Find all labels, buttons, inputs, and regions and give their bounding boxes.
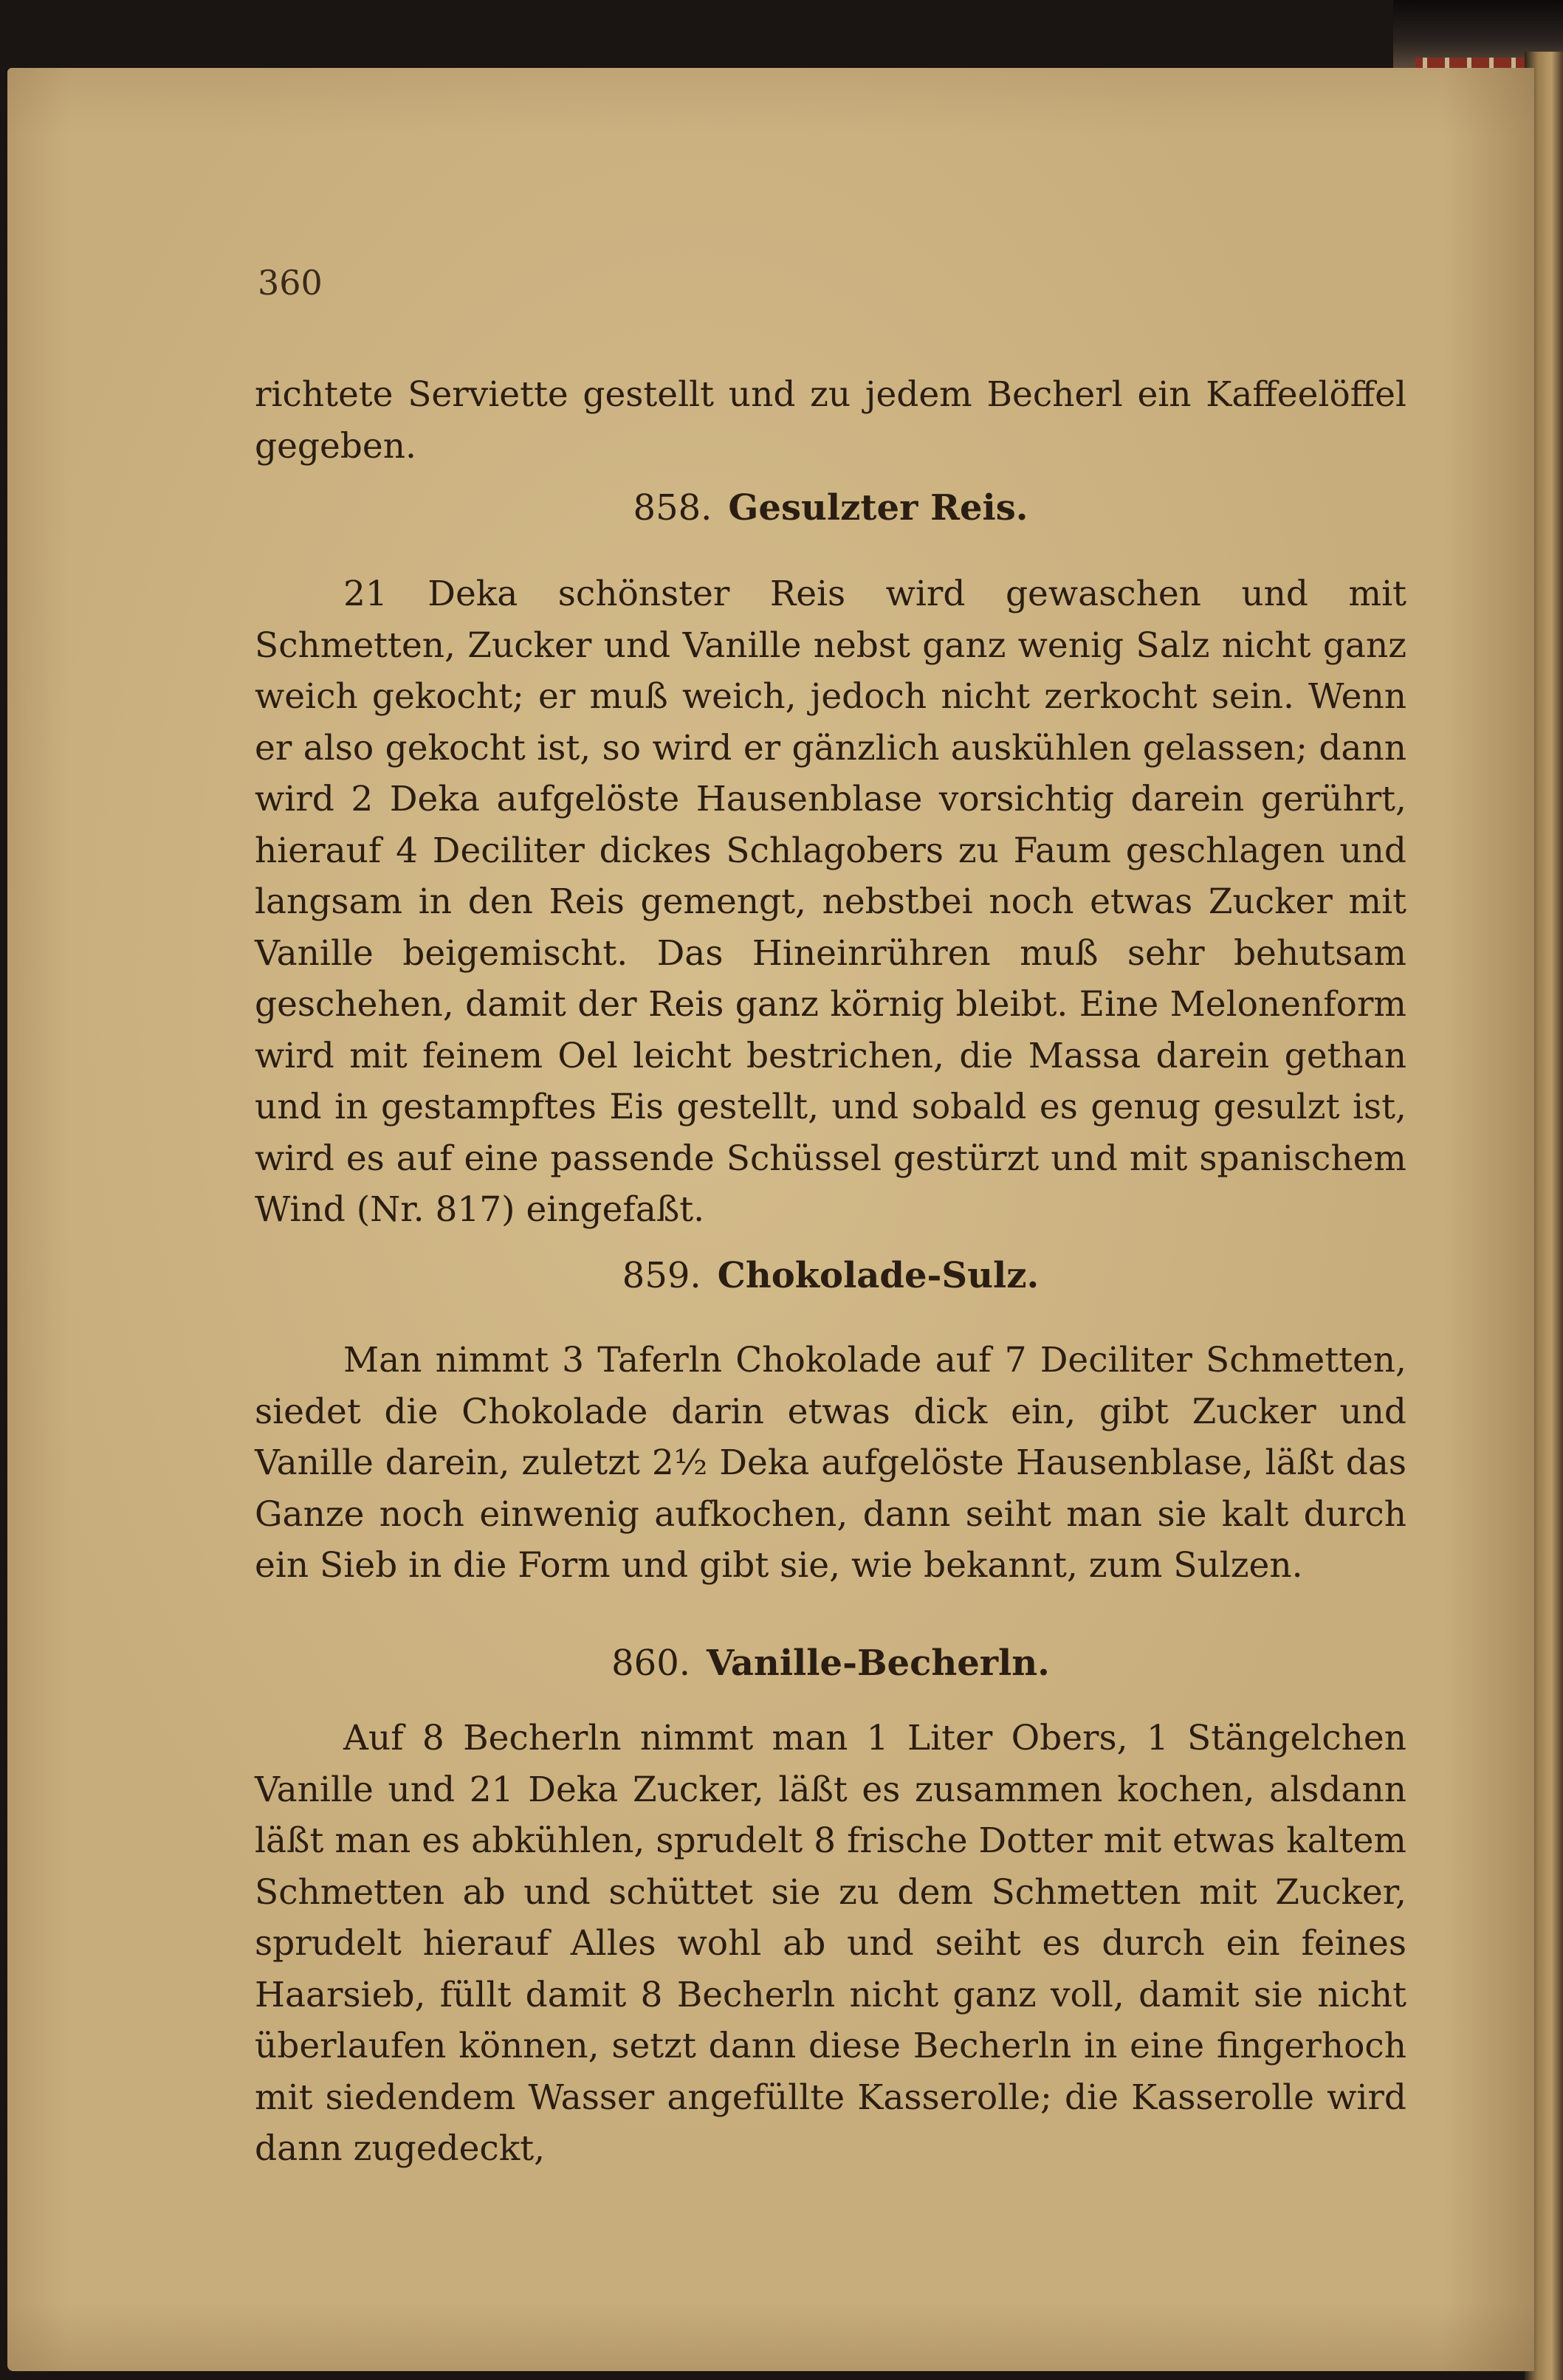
recipe-title: Chokolade-Sulz.: [717, 1255, 1040, 1296]
page-number: 360: [258, 263, 323, 303]
intro-paragraph: richtete Serviette gestellt und zu jedem Becherl ein Kaffeelöffel gegeben.: [255, 374, 1406, 467]
recipe-number: 859.: [622, 1255, 701, 1296]
recipe-number: 858.: [633, 487, 712, 529]
recipe-number: 860.: [611, 1643, 690, 1684]
recipe-body-860: Auf 8 Becherln nimmt man 1 Liter Obers, 1 Stängelchen Vanille und 21 Deka Zucker, läßt es zusammen kochen, alsdann läßt man es abkühlen, sprudelt 8 frische Dotter mit etwas kaltem Schmetten ab und schüttet sie zu dem Schmetten mit Zucker, sprudelt hierauf Alles wohl ab und seiht es durch ein feines Haarsieb, füllt damit 8 Becherln nicht ganz voll, damit sie nicht überlaufen können, setzt dann diese Becherln in eine fingerhoch mit siedendem Wasser angefüllte Kasserolle; die Kasserolle wird dann zugedeckt,: [255, 1718, 1406, 2169]
recipe-heading-859: [255, 1255, 1406, 1296]
recipe-heading-860: [255, 1643, 1406, 1684]
recipe-heading-858: [255, 487, 1406, 529]
recipe-title: Gesulzter Reis.: [728, 487, 1028, 529]
recipe-title: Vanille-Becherln.: [706, 1643, 1050, 1684]
recipe-body-859: Man nimmt 3 Taferln Chokolade auf 7 Deciliter Schmetten, siedet die Chokolade darin etwas dick ein, gibt Zucker und Vanille darein, zuletzt 2½ Deka aufgelöste Hausenblase, läßt das Ganze noch einwenig aufkochen, dann seiht man sie kalt durch ein Sieb in die Form und gibt sie, wie bekannt, zum Sulzen.: [255, 1340, 1406, 1586]
recipe-body-858: 21 Deka schönster Reis wird gewaschen und mit Schmetten, Zucker und Vanille nebst ganz wenig Salz nicht ganz weich gekocht; er muß weich, jedoch nicht zerkocht sein. Wenn er also gekocht ist, so wird er gänzlich auskühlen gelassen; dann wird 2 Deka aufgelöste Hausenblase vorsichtig darein gerührt, hierauf 4 Deciliter dickes Schlagobers zu Faum geschlagen und langsam in den Reis gemengt, nebstbei noch etwas Zucker mit Vanille beigemischt. Das Hineinrühren muß sehr behutsam geschehen, damit der Reis ganz körnig bleibt. Eine Melonenform wird mit feinem Oel leicht bestrichen, die Massa darein gethan und in gestampftes Eis gestellt, und sobald es genug gesulzt ist, wird es auf eine passende Schüssel gestürzt und mit spanischem Wind (Nr. 817) eingefaßt.: [255, 574, 1406, 1230]
